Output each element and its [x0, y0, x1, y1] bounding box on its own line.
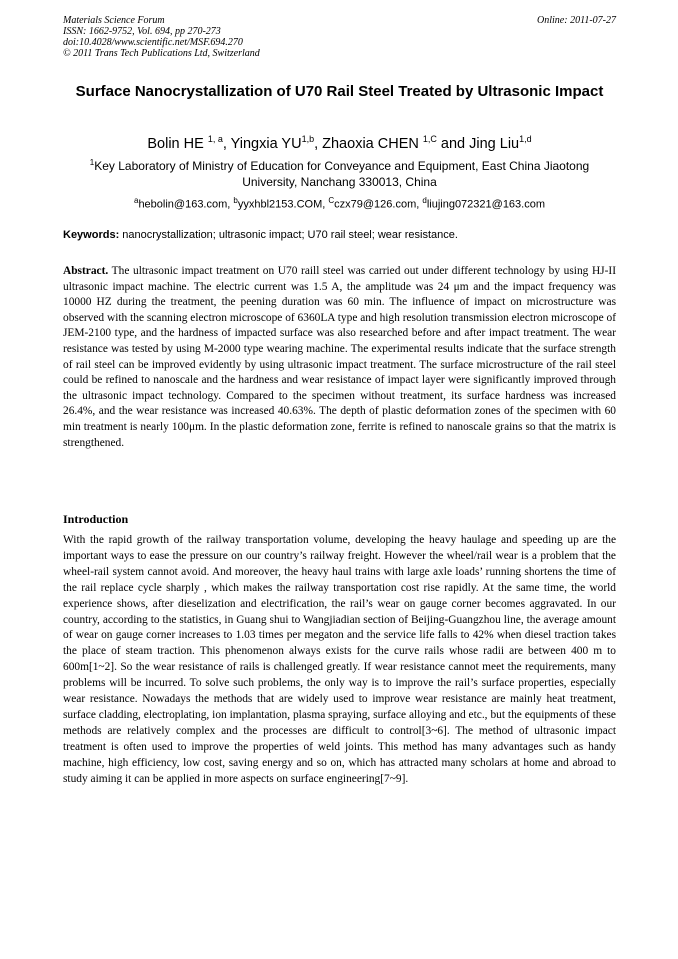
keywords-label: Keywords:: [63, 229, 120, 241]
email-address[interactable]: czx79@126.com: [334, 198, 417, 211]
email-address[interactable]: liujing072321@163.com: [426, 198, 546, 211]
author-name: Jing Liu: [469, 135, 520, 152]
abstract-label: Abstract.: [63, 265, 109, 277]
email-address[interactable]: yyxhbl2153.COM: [237, 198, 323, 211]
email-list: $^a$hebolin@163.com, $^b$yyxhbl2153.COM, $^C$czx79@126.com, $^d$liujing072321@163.com: [133, 196, 546, 211]
doi-line: doi:10.4028/www.scientific.net/MSF.694.270: [63, 37, 243, 48]
author-affiliation-mark: 1, a: [207, 134, 223, 144]
author-affiliation-mark: 1,d: [519, 134, 532, 144]
online-date: Online: 2011-07-27: [537, 15, 616, 26]
author-affiliation-mark: 1,C: [422, 134, 437, 144]
keywords: [63, 228, 616, 242]
affiliation: [63, 155, 616, 190]
affiliation-text: Key Laboratory of Ministry of Education for Conveyance and Equipment, East China Jiaotong University, Nanchang 330013, China: [94, 159, 590, 189]
journal-header: [63, 15, 616, 59]
author-affiliation-mark: 1,b: [301, 134, 315, 144]
author-list: Bolin HE $^{1, a}$, Yingxia YU$^{1,b}$, Zhaoxia CHEN $^{1,C}$ and Jing Liu$^{1,d}$: [147, 134, 532, 152]
paper-title: Surface Nanocrystallization of U70 Rail Steel Treated by Ultrasonic Impact: [75, 83, 604, 100]
section-heading-introduction: Introduction: [63, 512, 129, 526]
author-name: Yingxia YU: [230, 135, 302, 152]
keywords-text: nanocrystallization; ultrasonic impact; U70 rail steel; wear resistance.: [119, 229, 458, 241]
email-address[interactable]: hebolin@163.com: [138, 198, 228, 211]
journal-name: Materials Science Forum: [63, 15, 165, 26]
author-name: Zhaoxia CHEN: [322, 135, 419, 152]
issn-line: ISSN: 1662-9752, Vol. 694, pp 270-273: [63, 26, 221, 37]
abstract: [63, 264, 616, 451]
abstract-text: The ultrasonic impact treatment on U70 raill steel was carried out under different technology by using HJ-II ultrasonic impact machine. The electric current was 1.5 A, the amplitude was 24 μm and the impact frequency was 10000 HZ during the treatment, the peening duration was 60 min. The influence of impact on microstructure was observed with the scanning electron microscope of 6360LA type and high resolution transmission electron microscope of JEM-2100 type, and the hardness of impacted surface was also researched before and after impact treatment. The wear resistance was tested by using M-2000 type wearing machine. The experimental results indicate that the surface strength of rail steel can be improved evidently by using ultrasonic impact treatment. The surface microstructure of the rail steel could be refined to nanoscale and the hardness and wear resistance of impact layer were significantly improved through the ultrasonic impact technology. Compared to the specimen without treatment, its surface hardness was increased 26.4%, and the wear resistance was increased 40.63%. The depth of plastic deformation zones of the specimen with 60 min treatment is nearly 100μm. In the plastic deformation zone, ferrite is refined to nanoscale grains so that the matrix is strengthened.: [63, 265, 616, 449]
affiliation-mark: 1: [89, 158, 95, 167]
copyright-line: © 2011 Trans Tech Publications Ltd, Switzerland: [63, 48, 260, 59]
author-name: Bolin HE: [147, 135, 204, 152]
introduction-paragraph: With the rapid growth of the railway transportation volume, developing the heavy haulage and speeding up are the important ways to ease the pressure on our country’s railway freight. However the wheel/rail wear is a problem that the wheel-rail system cannot avoid. And moreover, the heavy haul trains with large axle loads’ running shortens the time of the rail replace cycle sharply , which makes the railway transportation cost rise rapidly. At the same time, the world experience shows, after dieselization and electrification, the rail’s wear on gauge corner becomes aggravated. In our country, according to the statistics, in Guang shui to Wangjiadian section of Beijing-Guangzhou line, the average amount of wear on gauge corner increases to 1.03 times per megaton and the service life falls to 42% when diesel traction takes the place of steam traction. This phenomenon always exists for the curve rails whose radii are between 400 m to 600m[1~2]. So the wear resistance of rails is challenged greatly. If wear resistance cannot meet the requirements, many problems will be incurred. To solve such problems, the only way is to improve the rail’s surface properties, especially wear resistance. Nowadays the methods that are widely used to improve wear resistance are mainly heat treatment, surface cladding, electroplating, ion implantation, plasma spraying, surface alloying and etc., but the equipments of these methods are relatively complex and the processes are difficult to control[3~6]. The method of ultrasonic impact treatment is often used to improve the properties of weld joints. This method has many advantages such as handy machine, high efficiency, low cost, saving energy and so on, which has attracted many scholars at home and abroad to study aiming it can be applied in more aspects on surface engineering[7~9].: [63, 534, 616, 785]
